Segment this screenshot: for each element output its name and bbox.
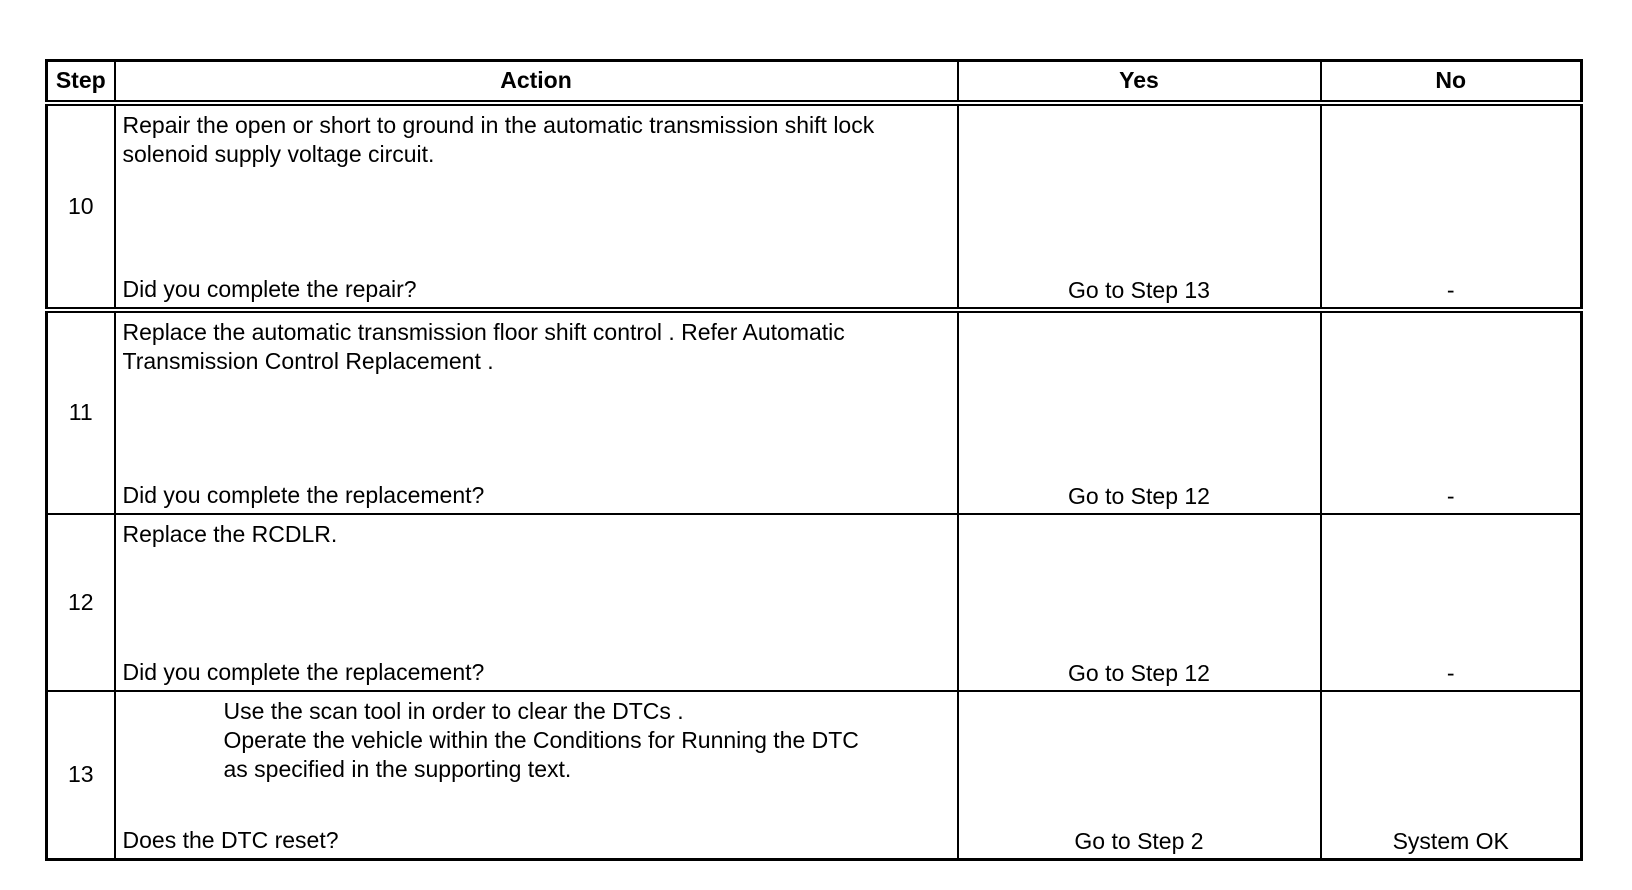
no-result: - xyxy=(1321,310,1582,514)
table-row xyxy=(47,691,1582,860)
header-yes: Yes xyxy=(958,61,1321,103)
action-cell xyxy=(115,310,958,514)
action-text xyxy=(123,520,951,549)
header-no: No xyxy=(1321,61,1582,103)
action-question: Did you complete the replacement? xyxy=(122,481,485,508)
action-text xyxy=(123,111,951,169)
no-result: System OK xyxy=(1321,691,1582,860)
action-line: Use the scan tool in order to clear the DTCs . xyxy=(223,697,684,724)
action-question: Does the DTC reset? xyxy=(122,827,339,853)
action-text xyxy=(224,697,951,784)
table-row xyxy=(47,310,1582,514)
step-number: 10 xyxy=(47,103,115,310)
action-line: Repair the open or short to ground in the automatic transmission shift lock xyxy=(122,111,875,138)
yes-result: Go to Step 12 xyxy=(958,514,1321,691)
action-line: Replace the automatic transmission floor shift control . Refer Automatic xyxy=(122,318,845,345)
header-action: Action xyxy=(115,61,958,103)
action-question: Did you complete the repair? xyxy=(122,275,417,302)
table-header-row xyxy=(47,61,1582,103)
action-line: as specified in the supporting text. xyxy=(223,755,572,782)
action-cell xyxy=(115,103,958,310)
table-row xyxy=(47,103,1582,310)
action-cell xyxy=(115,514,958,691)
action-question: Did you complete the replacement? xyxy=(122,658,485,685)
action-cell xyxy=(115,691,958,860)
action-line: solenoid supply voltage circuit. xyxy=(122,140,435,167)
action-line: Operate the vehicle within the Conditions for Running the DTC xyxy=(223,726,859,753)
step-number: 11 xyxy=(47,310,115,514)
no-result: - xyxy=(1321,514,1582,691)
table-row xyxy=(47,514,1582,691)
yes-result: Go to Step 12 xyxy=(958,310,1321,514)
no-result: - xyxy=(1321,103,1582,310)
step-number: 12 xyxy=(47,514,115,691)
header-step: Step xyxy=(47,61,115,103)
action-line: Transmission Control Replacement . xyxy=(122,347,494,374)
yes-result: Go to Step 2 xyxy=(958,691,1321,860)
yes-result: Go to Step 13 xyxy=(958,103,1321,310)
step-number: 13 xyxy=(47,691,115,860)
action-text xyxy=(123,318,951,376)
action-line: Replace the RCDLR. xyxy=(122,520,338,547)
diagnostic-table xyxy=(45,59,1583,861)
